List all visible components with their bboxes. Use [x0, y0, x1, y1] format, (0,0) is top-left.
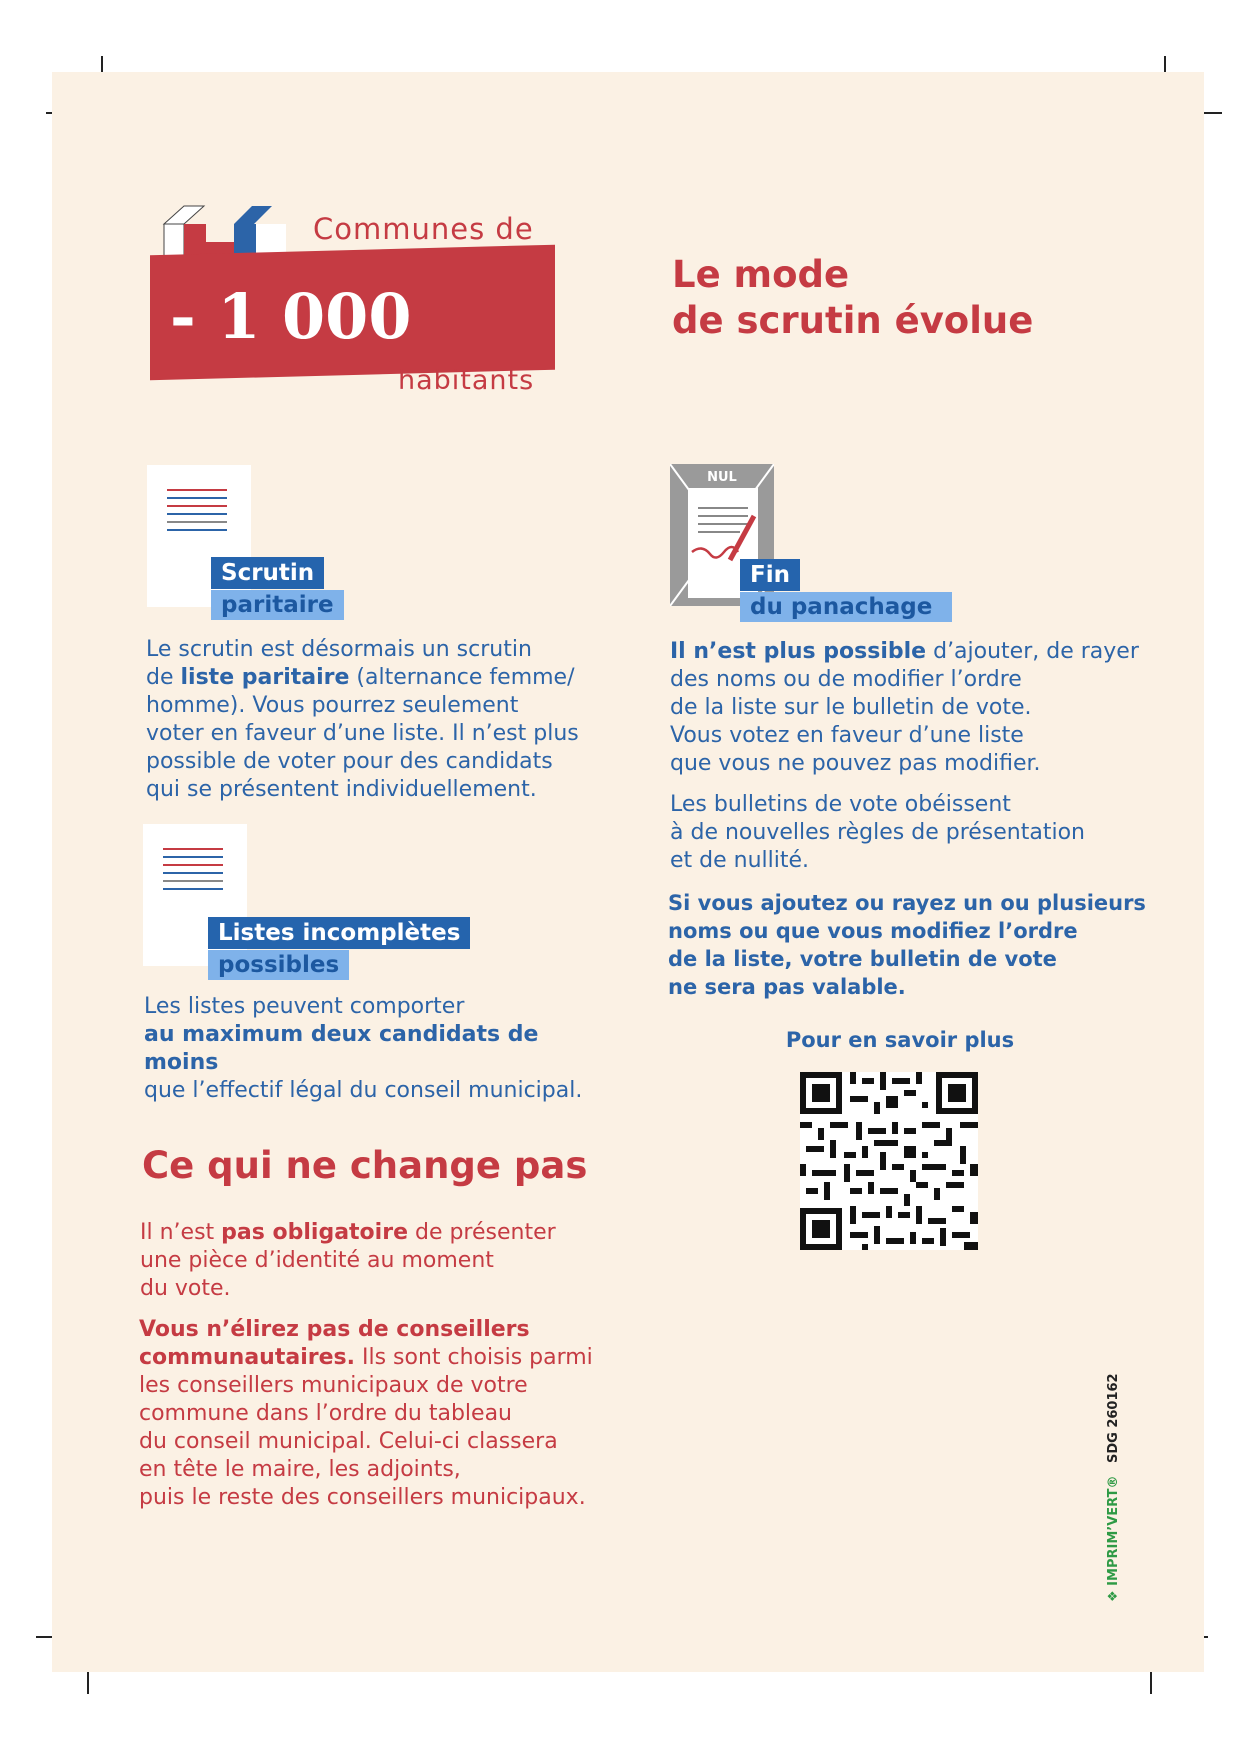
listes-tag-line2: possibles [208, 950, 349, 980]
panachage-text-1: Il n’est plus possible d’ajouter, de rayer des noms ou de modifier l’ordre de la liste sur le bulletin de vote. Vous votez en faveur d’une liste que vous ne pouvez pas modifier. [670, 639, 1139, 776]
main-title [672, 252, 1033, 344]
panachage-text-3: Si vous ajoutez ou rayez un ou plusieurs noms ou que vous modifiez l’ordre de la liste, votre bulletin de vote ne sera pas valable. [668, 891, 1146, 999]
main-title-line1: Le mode [672, 253, 850, 296]
scrutin-tag-line2: paritaire [211, 590, 344, 620]
listes-tag-line1: Listes incomplètes [208, 917, 470, 949]
header-number: - 1 000 [170, 280, 412, 353]
scrutin-text: Le scrutin est désormais un scrutin de liste paritaire (alternance femme/ homme). Vous pourrez seulement voter en faveur d’une liste. Il n’est plus possible de voter pour des candidats qui se présentent individuellement. [146, 637, 579, 802]
unchanged-text-1: Il n’est pas obligatoire de présenter une pièce d’identité au moment du vote. [140, 1220, 556, 1301]
header-prefix: Communes de [313, 212, 534, 246]
qr-code-icon [800, 1072, 978, 1250]
header-suffix: habitants [398, 365, 535, 396]
print-code: SDG 260162 [1106, 1373, 1121, 1464]
unchanged-title: Ce qui ne change pas [142, 1144, 588, 1187]
unchanged-text-2: Vous n’élirez pas de conseillers communautaires. Ils sont choisis parmi les conseillers municipaux de votre commune dans l’ordre du tableau du conseil municipal. Celui-ci classera en tête le maire, les adjoints, puis le reste des conseillers municipaux. [139, 1317, 593, 1510]
panachage-tag-line2: du panachage [740, 592, 952, 622]
panachage-tag-line1: Fin [740, 559, 800, 591]
ballot-label: NUL [707, 470, 737, 485]
leaf-icon: ❖ [1106, 1590, 1121, 1602]
listes-text: Les listes peuvent comporter au maximum deux candidats de moins que l’effectif légal du conseil municipal. [144, 994, 583, 1103]
printer-label: IMPRIM’VERT® [1106, 1475, 1121, 1586]
qr-code[interactable] [800, 1072, 978, 1250]
more-info-label[interactable]: Pour en savoir plus [785, 1028, 1015, 1052]
scrutin-tag-line1: Scrutin [211, 557, 324, 589]
printer-mark [1106, 1373, 1134, 1602]
panachage-text-2: Les bulletins de vote obéissent à de nouvelles règles de présentation et de nullité. [670, 792, 1085, 873]
main-title-line2: de scrutin évolue [672, 299, 1034, 342]
